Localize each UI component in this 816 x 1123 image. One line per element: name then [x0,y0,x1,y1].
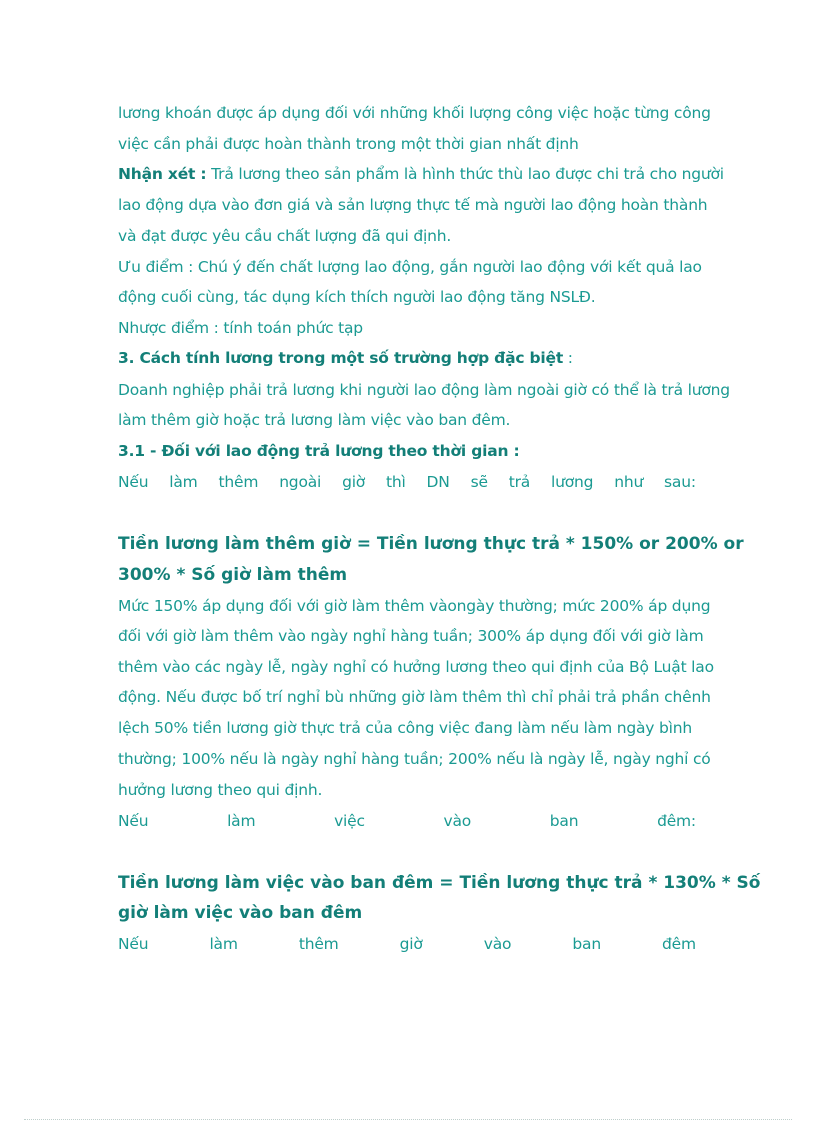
paragraph-line: lao động dựa vào đơn giá và sản lượng thực tế mà người lao động hoàn thành [118,196,708,214]
word: đêm [662,935,696,953]
paragraph-line: thêm vào các ngày lễ, ngày nghỉ có hưởng lương theo qui định của Bộ Luật lao [118,658,714,676]
word: sẽ [470,473,488,491]
paragraph-line: lệch 50% tiền lương giờ thực trả của công việc đang làm nếu làm ngày bình [118,719,692,737]
overtime-formula-line: Tiền lương làm thêm giờ = Tiền lương thực trả * 150% or 200% or [118,534,744,554]
remark-label: Nhận xét : [118,165,207,183]
section-3-title: 3. Cách tính lương trong một số trường hợp đặc biệt [118,349,564,367]
word: trả [508,473,531,491]
word: làm [227,812,256,830]
remark-text: Trả lương theo sản phẩm là hình thức thù lao được chi trả cho người [211,165,724,183]
word: DN [426,473,450,491]
word: thêm [298,935,339,953]
word: thì [386,473,406,491]
word: làm [169,473,198,491]
section-3-colon: : [563,349,573,367]
paragraph-line: và đạt được yêu cầu chất lượng đã qui định. [118,227,452,245]
word: đêm: [657,812,696,830]
night-formula-line: Tiền lương làm việc vào ban đêm = Tiền lương thực trả * 130% * Số [118,873,761,893]
word: vào [443,812,472,830]
paragraph-line: Mức 150% áp dụng đối với giờ làm thêm vàongày thường; mức 200% áp dụng [118,597,711,615]
page-footer-divider [24,1119,792,1120]
word: làm [209,935,238,953]
night-intro-line [118,811,696,831]
disadvantage-line: Nhược điểm : tính toán phức tạp [118,319,363,337]
word: như [614,473,644,491]
word: Nếu [118,812,149,830]
section-3-1-heading: 3.1 - Đối với lao động trả lương theo thời gian : [118,442,520,460]
word: thêm [218,473,259,491]
word: vào [483,935,512,953]
remark-line [118,164,724,184]
word: việc [334,812,365,830]
paragraph-line: thường; 100% nếu là ngày nghỉ hàng tuần; 200% nếu là ngày lễ, ngày nghỉ có [118,750,711,768]
word: ban [572,935,601,953]
night-formula-line: giờ làm việc vào ban đêm [118,903,363,923]
overtime-intro-line [118,472,696,492]
paragraph-line: việc cần phải được hoàn thành trong một thời gian nhất định [118,135,579,153]
night-overtime-intro-line [118,934,696,954]
paragraph-line: động cuối cùng, tác dụng kích thích người lao động tăng NSLĐ. [118,288,596,306]
word: giờ [342,473,366,491]
paragraph-line: đối với giờ làm thêm vào ngày nghỉ hàng tuần; 300% áp dụng đối với giờ làm [118,627,704,645]
word: giờ [399,935,423,953]
word: lương [551,473,594,491]
paragraph-line: Doanh nghiệp phải trả lương khi người lao động làm ngoài giờ có thể là trả lương [118,381,730,399]
word: ban [549,812,579,830]
advantage-line: Ưu điểm : Chú ý đến chất lượng lao động, gắn người lao động với kết quả lao [118,258,702,276]
word: Nếu [118,473,149,491]
paragraph-line: động. Nếu được bố trí nghỉ bù những giờ làm thêm thì chỉ phải trả phần chênh [118,688,711,706]
word: Nếu [118,935,149,953]
paragraph-line: làm thêm giờ hoặc trả lương làm việc vào ban đêm. [118,411,511,429]
section-3-heading [118,348,696,368]
overtime-formula-line: 300% * Số giờ làm thêm [118,565,348,585]
word: ngoài [279,473,322,491]
paragraph-line: lương khoán được áp dụng đối với những khối lượng công việc hoặc từng công [118,104,711,122]
paragraph-line: hưởng lương theo qui định. [118,781,323,799]
word: sau: [664,473,696,491]
